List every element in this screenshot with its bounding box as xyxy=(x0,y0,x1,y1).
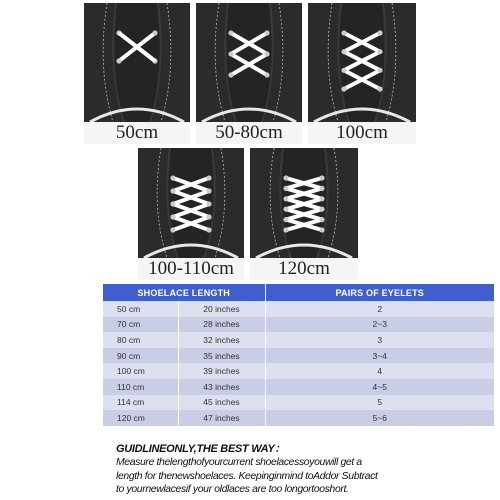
shoe-lacing-image xyxy=(250,148,358,258)
length-cm: 80 cm xyxy=(103,332,178,348)
eyelet xyxy=(377,86,382,91)
table-row xyxy=(103,363,494,379)
eyelet-pairs: 3~4 xyxy=(265,348,494,364)
table-row xyxy=(103,410,494,426)
table-row xyxy=(103,317,494,333)
guideline-text-line: length for thenewshoelaces. Keepinginmind toAddor Subtract xyxy=(116,470,378,482)
length-inches: 28 inches xyxy=(178,317,265,333)
table-row xyxy=(103,348,494,364)
eyelet xyxy=(283,186,288,191)
length-inches: 32 inches xyxy=(178,332,265,348)
shoe-card-50-80cm xyxy=(196,3,302,144)
guideline-note xyxy=(116,440,496,497)
length-cm: 50 cm xyxy=(103,301,178,317)
header-shoelace-length: SHOELACE LENGTH xyxy=(103,284,265,301)
eyelet xyxy=(319,227,324,232)
shoe-lacing-image xyxy=(196,3,302,122)
eyelet xyxy=(206,188,211,193)
shoe-caption: 120cm xyxy=(250,258,358,280)
length-inches: 43 inches xyxy=(178,379,265,395)
eyelet xyxy=(116,58,121,63)
table-row xyxy=(103,301,494,317)
shoe-card-100-110cm xyxy=(138,148,244,280)
eyelet xyxy=(206,175,211,180)
eyelet xyxy=(170,188,175,193)
eyelet xyxy=(377,49,382,54)
length-cm: 100 cm xyxy=(103,363,178,379)
length-inches: 45 inches xyxy=(178,395,265,411)
eyelet xyxy=(170,175,175,180)
eyelet xyxy=(264,30,269,35)
length-inches: 39 inches xyxy=(178,363,265,379)
length-cm: 120 cm xyxy=(103,410,178,426)
table-row xyxy=(103,395,494,411)
shoe-caption: 50-80cm xyxy=(196,122,302,144)
eyelet xyxy=(377,68,382,73)
length-inches: 47 inches xyxy=(178,410,265,426)
eyelet-pairs: 5~6 xyxy=(265,410,494,426)
length-inches: 20 inches xyxy=(178,301,265,317)
eyelet-pairs: 3 xyxy=(265,332,494,348)
eyelet-pairs: 2 xyxy=(265,301,494,317)
eyelet xyxy=(341,86,346,91)
eyelet xyxy=(170,214,175,219)
eyelet-pairs: 2~3 xyxy=(265,317,494,333)
eyelet xyxy=(170,201,175,206)
eyelet xyxy=(283,227,288,232)
shoe-card-100cm xyxy=(308,3,416,144)
eyelet xyxy=(283,217,288,222)
length-cm: 90 cm xyxy=(103,348,178,364)
eyelet xyxy=(319,207,324,212)
guideline-text-line: Measure thelengthofyourcurrent shoelacessoyouwill get a xyxy=(116,457,362,468)
table-row xyxy=(103,332,494,348)
shoe-caption: 100cm xyxy=(308,122,416,144)
eyelet xyxy=(377,30,382,35)
table-row xyxy=(103,379,494,395)
eyelet xyxy=(228,72,233,77)
length-cm: 114 cm xyxy=(103,395,178,411)
guideline-text-line: to yournewlacesif your oldlaces are too longortooshort. xyxy=(116,484,349,495)
eyelet-pairs: 4 xyxy=(265,363,494,379)
shoe-card-50cm xyxy=(84,3,190,144)
eyelet xyxy=(264,72,269,77)
table-header-row xyxy=(103,284,494,301)
shoe-lacing-image xyxy=(138,148,244,258)
eyelet xyxy=(228,30,233,35)
shoe-tongue xyxy=(114,3,159,122)
eyelet xyxy=(264,51,269,56)
shoe-caption: 100-110cm xyxy=(138,258,244,280)
length-cm: 70 cm xyxy=(103,317,178,333)
eyelet xyxy=(206,227,211,232)
eyelet xyxy=(283,207,288,212)
eyelet xyxy=(341,68,346,73)
eyelet-pairs: 5 xyxy=(265,395,494,411)
eyelet xyxy=(283,175,288,180)
eyelet xyxy=(206,201,211,206)
eyelet xyxy=(152,30,157,35)
eyelet xyxy=(228,51,233,56)
size-table xyxy=(103,284,494,426)
length-cm: 110 cm xyxy=(103,379,178,395)
length-inches: 35 inches xyxy=(178,348,265,364)
header-pairs-of-eyelets: PAIRS OF EYELETS xyxy=(265,284,494,301)
eyelet xyxy=(170,227,175,232)
eyelet xyxy=(319,186,324,191)
eyelet xyxy=(206,214,211,219)
shoelace-size-table xyxy=(103,284,494,426)
eyelet xyxy=(341,30,346,35)
eyelet-pairs: 4~5 xyxy=(265,379,494,395)
shoe-caption: 50cm xyxy=(84,122,190,144)
eyelet xyxy=(319,196,324,201)
guideline-title: GUIDLINEONLY,THE BEST WAY： xyxy=(116,443,286,455)
eyelet xyxy=(319,217,324,222)
eyelet xyxy=(319,175,324,180)
eyelet xyxy=(283,196,288,201)
shoe-lacing-image xyxy=(308,3,416,122)
shoe-lacing-image xyxy=(84,3,190,122)
eyelet xyxy=(341,49,346,54)
shoe-card-120cm xyxy=(250,148,358,280)
